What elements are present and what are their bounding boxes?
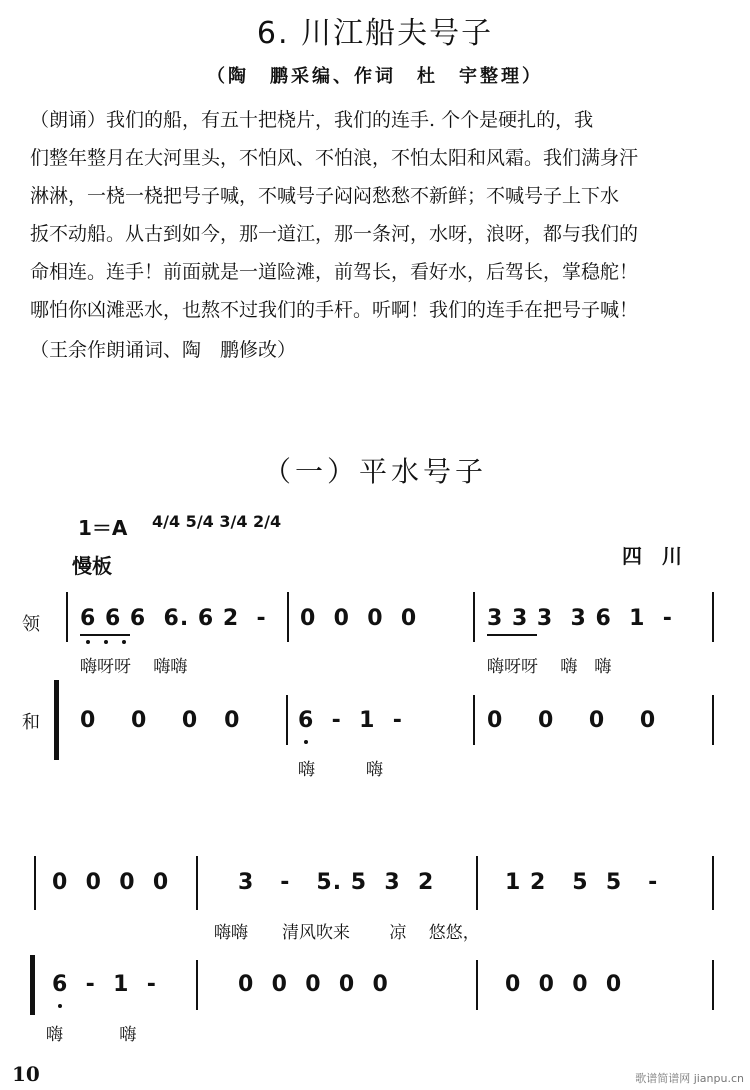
chorus-measure: 6 - 1 - [298,708,403,733]
chorus-measure: 0 0 0 0 [505,972,623,997]
octave-dot [58,1004,62,1008]
song-title: 6. 川江船夫号子 [256,16,494,51]
recitation-line: 扳不动船。从古到如今，那一道江，那一条河，水呀，浪呀，都与我们的 [30,223,639,245]
chorus-measure: 6 - 1 - [52,972,157,997]
barline [712,695,714,745]
chorus-measure: 0 0 0 0 [80,708,241,733]
barline [66,592,68,642]
beam-underline [80,634,130,636]
page-number: 10 [12,1062,40,1086]
lead-measure: 1 2 5 5 - [505,870,659,895]
barline [287,592,289,642]
section-title: （一）平水号子 [262,455,487,488]
region-label: 四 川 [622,544,682,568]
barline [476,856,478,910]
lead-measure: 3 - 5. 5 3 2 [238,870,435,895]
barline [473,695,475,745]
system-bracket [30,955,35,1015]
chorus-lyrics: 嗨 嗨 [298,760,383,780]
beam-underline [487,634,537,636]
recitation-line: （朗诵）我们的船，有五十把桡片，我们的连手. 个个是硬扎的，我 [30,109,594,131]
lead-lyrics: 嗨呀呀 嗨嗨 [80,657,188,677]
octave-dot [86,640,90,644]
recitation-line: 哪怕你凶滩恶水，也熬不过我们的手杆。听啊！我们的连手在把号子喊！ [30,299,639,321]
song-credits: （陶 鹏采编、作词 杜 宇整理） [207,66,543,87]
system-bracket [54,680,59,760]
octave-dot [104,640,108,644]
lead-measure: 3 3 3 3 6 1 - [487,606,673,631]
octave-dot [122,640,126,644]
recitation-line: 淋淋，一桡一桡把号子喊，不喊号子闷闷愁愁不新鲜；不喊号子上下水 [30,185,620,207]
barline [196,856,198,910]
key-signature: 1＝A [78,516,128,540]
site-watermark: 歌谱简谱网 jianpu.cn [635,1072,744,1085]
chorus-lyrics: 嗨 嗨 [46,1025,137,1045]
barline [476,960,478,1010]
recitation-line: 命相连。连手！前面就是一道险滩，前驾长，看好水，后驾长，掌稳舵！ [30,261,639,283]
lead-measure: 0 0 0 0 [300,606,418,631]
lead-measure: 0 0 0 0 [52,870,170,895]
barline [712,960,714,1010]
recitation-paragraph [30,105,730,375]
barline [473,592,475,642]
time-signatures: 4/4 5/4 3/4 2/4 [152,512,282,531]
octave-dot [304,740,308,744]
lead-measure: 6 6 6 6. 6 2 - [80,606,267,631]
barline [34,856,36,910]
chorus-measure: 0 0 0 0 0 [238,972,389,997]
tempo-marking: 慢板 [72,554,112,578]
lead-lyrics: 嗨嗨 清风吹来 凉 悠悠， [214,923,480,943]
chorus-measure: 0 0 0 0 [487,708,657,733]
recitation-line: （王余作朗诵词、陶 鹏修改） [30,339,297,361]
barline [712,856,714,910]
part-label-lead: 领 [22,614,40,635]
recitation-line: 们整年整月在大河里头，不怕风、不怕浪，不怕太阳和风霜。我们满身汗 [30,147,639,169]
lead-lyrics: 嗨呀呀 嗨 嗨 [487,657,612,677]
part-label-chorus: 和 [22,712,40,733]
barline [712,592,714,642]
barline [286,695,288,745]
barline [196,960,198,1010]
